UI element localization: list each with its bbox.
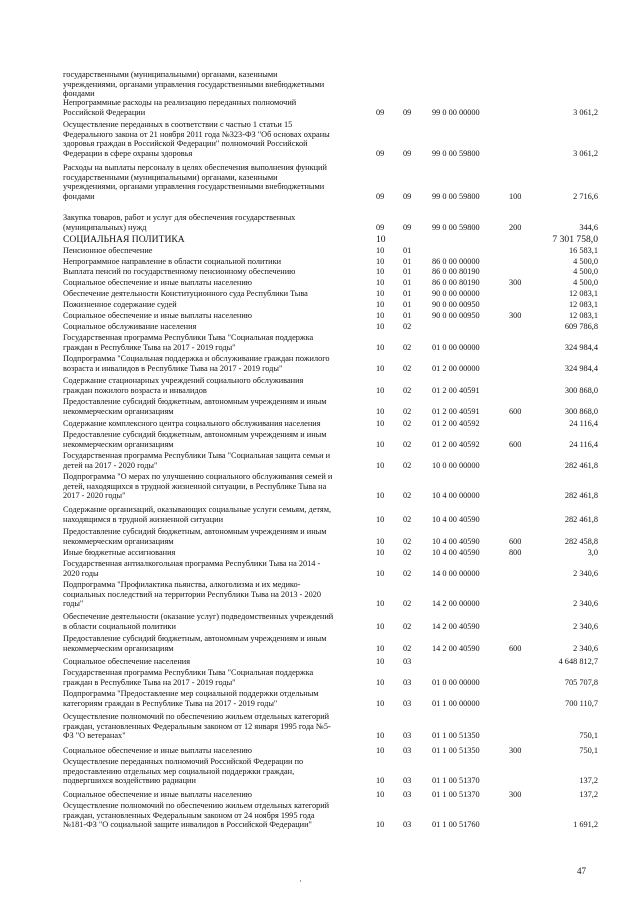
amount: 4 500,0 bbox=[573, 267, 598, 276]
subsection-code: 03 bbox=[403, 657, 412, 666]
amount: 16 583,1 bbox=[568, 246, 598, 255]
target-article-code: 10 4 00 00000 bbox=[432, 491, 480, 501]
row-name: Социальное обеспечение и иные выплаты населению bbox=[63, 746, 252, 755]
amount: 24 116,4 bbox=[569, 439, 598, 449]
row-name: Предоставление субсидий бюджетным, автономным учреждениям и иным некоммерческим организациям bbox=[63, 430, 327, 449]
section-code: 10 bbox=[376, 322, 385, 331]
target-article-code: 01 1 00 00000 bbox=[432, 698, 480, 708]
section-code: 10 bbox=[376, 278, 385, 287]
row-name: Пожизненное содержание судей bbox=[63, 300, 177, 309]
subsection-code: 02 bbox=[403, 385, 412, 395]
row-name: Предоставление субсидий бюджетным, автономным учреждениям и иным некоммерческим организациям bbox=[63, 397, 327, 416]
amount: 3,0 bbox=[587, 548, 598, 557]
section-code: 10 bbox=[376, 267, 385, 276]
section-code: 09 bbox=[376, 148, 385, 158]
subsection-code: 03 bbox=[403, 776, 412, 786]
row-name: Содержание организаций, оказывающих социальные услуги семьям, детям, находящимся в трудной жизненной ситуации bbox=[63, 505, 332, 524]
section-code: 10 bbox=[376, 257, 385, 266]
subsection-code: 02 bbox=[403, 621, 412, 631]
subsection-code: 01 bbox=[403, 300, 412, 309]
subsection-code: 03 bbox=[403, 698, 412, 708]
section-code: 10 bbox=[376, 439, 385, 449]
amount: 282 458,8 bbox=[564, 536, 598, 546]
row-name: Содержание стационарных учреждений социального обслуживания граждан пожилого возраста и инвалидов bbox=[63, 376, 304, 395]
row-name: Непрограммные расходы на реализацию переданных полномочий Российской Федерации bbox=[63, 98, 297, 117]
row-name: Подпрограмма "О мерах по улучшению социального обслуживания семей и детей, находящихся в трудной жизненной ситуации, в Республике Тыва на 2017 - 2020 годы" bbox=[63, 472, 333, 501]
subsection-code: 09 bbox=[403, 191, 412, 201]
amount: 24 116,4 bbox=[569, 419, 598, 428]
subsection-code: 09 bbox=[403, 148, 412, 158]
subsection-code: 02 bbox=[403, 342, 412, 352]
amount: 7 301 758,0 bbox=[552, 234, 598, 245]
subsection-code: 02 bbox=[403, 439, 412, 449]
target-article-code: 01 2 00 40592 bbox=[432, 439, 480, 449]
subsection-code: 02 bbox=[403, 491, 412, 501]
amount: 324 984,4 bbox=[564, 342, 598, 352]
subsection-code: 01 bbox=[403, 257, 412, 266]
section-code: 09 bbox=[376, 107, 385, 117]
scan-mark bbox=[300, 880, 301, 882]
target-article-code: 99 0 00 59800 bbox=[432, 191, 480, 201]
target-article-code: 99 0 00 00000 bbox=[432, 107, 480, 117]
section-code: 10 bbox=[376, 746, 385, 755]
section-code: 10 bbox=[376, 643, 385, 653]
section-code: 10 bbox=[376, 289, 385, 298]
target-article-code: 01 1 00 51760 bbox=[432, 820, 480, 830]
target-article-code: 01 0 00 00000 bbox=[432, 342, 480, 352]
target-article-code: 14 2 00 40590 bbox=[432, 643, 480, 653]
amount: 282 461,8 bbox=[564, 514, 598, 524]
row-name: Государственная программа Республики Тыва "Социальная поддержка граждан в Республике Тыва на 2017 - 2019 годы" bbox=[63, 333, 314, 352]
row-name: Социальное обеспечение и иные выплаты населению bbox=[63, 311, 252, 320]
row-name: Социальное обеспечение и иные выплаты населению bbox=[63, 278, 252, 287]
row-name: Подпрограмма "Предоставление мер социальной поддержки отдельным категориям граждан в Республике Тыва на 2017 - 2019 годы" bbox=[63, 689, 319, 708]
expense-type-code: 300 bbox=[509, 278, 522, 287]
expense-type-code: 200 bbox=[509, 222, 522, 232]
amount: 137,2 bbox=[579, 776, 598, 786]
section-code: 10 bbox=[376, 234, 386, 245]
section-code: 10 bbox=[376, 599, 385, 609]
amount: 324 984,4 bbox=[564, 363, 598, 373]
subsection-code: 09 bbox=[403, 107, 412, 117]
subsection-code: 02 bbox=[403, 643, 412, 653]
expense-type-code: 600 bbox=[509, 643, 522, 653]
subsection-code: 09 bbox=[403, 222, 412, 232]
row-name: Государственная программа Республики Тыва "Социальная поддержка граждан в Республике Тыва на 2017 - 2019 годы" bbox=[63, 668, 314, 687]
row-name: Социальное обслуживание населения bbox=[63, 322, 197, 331]
amount: 3 061,2 bbox=[573, 148, 598, 158]
row-name: Содержание комплексного центра социального обслуживания населения bbox=[63, 419, 321, 428]
row-name: Пенсионное обеспечение bbox=[63, 246, 153, 255]
subsection-code: 03 bbox=[403, 677, 412, 687]
section-code: 10 bbox=[376, 677, 385, 687]
subsection-code: 02 bbox=[403, 322, 412, 331]
row-name: Обеспечение деятельности Конституционного суда Республики Тыва bbox=[63, 289, 308, 298]
amount: 2 340,6 bbox=[573, 599, 598, 609]
subsection-code: 02 bbox=[403, 460, 412, 470]
section-code: 10 bbox=[376, 568, 385, 578]
row-name: Непрограммное направление в области социальной политики bbox=[63, 257, 282, 266]
target-article-code: 10 4 00 40590 bbox=[432, 514, 480, 524]
amount: 705 707,8 bbox=[564, 677, 598, 687]
subsection-code: 01 bbox=[403, 289, 412, 298]
subsection-code: 02 bbox=[403, 548, 412, 557]
amount: 2 716,6 bbox=[573, 191, 598, 201]
amount: 4 648 812,7 bbox=[558, 657, 598, 666]
row-name: Социальное обеспечение и иные выплаты населению bbox=[63, 790, 252, 799]
row-name: Социальное обеспечение населения bbox=[63, 657, 191, 666]
section-code: 10 bbox=[376, 536, 385, 546]
row-name: Государственная программа Республики Тыва "Социальная защита семьи и детей на 2017 - 2020 годы" bbox=[63, 451, 331, 470]
amount: 2 340,6 bbox=[573, 568, 598, 578]
amount: 2 340,6 bbox=[573, 643, 598, 653]
target-article-code: 01 2 00 40592 bbox=[432, 419, 480, 428]
amount: 137,2 bbox=[579, 790, 598, 799]
row-name: Подпрограмма "Профилактика пьянства, алкоголизма и их медико- социальных последствий на территории Республики Тыва на 2013 - 2020 годы" bbox=[63, 580, 322, 609]
section-code: 09 bbox=[376, 222, 385, 232]
subsection-code: 01 bbox=[403, 267, 412, 276]
expense-type-code: 600 bbox=[509, 439, 522, 449]
target-article-code: 90 0 00 00950 bbox=[432, 311, 480, 320]
section-code: 10 bbox=[376, 342, 385, 352]
amount: 12 083,1 bbox=[568, 300, 598, 309]
row-name: Предоставление субсидий бюджетным, автономным учреждениям и иным некоммерческим организациям bbox=[63, 634, 327, 653]
target-article-code: 90 0 00 00000 bbox=[432, 289, 480, 298]
subsection-code: 02 bbox=[403, 514, 412, 524]
subsection-code: 03 bbox=[403, 746, 412, 755]
row-name: Осуществление полномочий по обеспечению жильем отдельных категорий граждан, установленных Федеральным законом от 24 ноября 1995 года №181-ФЗ "О социальной защите инвалидов в Российской Федерации" bbox=[63, 801, 330, 830]
row-name: Расходы на выплаты персоналу в целях обеспечения выполнения функций государственными (муниципальными) органами, казенными учреждениями, органами управления государственными внебюджетными фондами bbox=[63, 163, 327, 201]
section-code: 10 bbox=[376, 820, 385, 830]
target-article-code: 01 2 00 40591 bbox=[432, 406, 480, 416]
expense-type-code: 800 bbox=[509, 548, 522, 557]
target-article-code: 01 1 00 51370 bbox=[432, 776, 480, 786]
section-code: 10 bbox=[376, 548, 385, 557]
target-article-code: 99 0 00 59800 bbox=[432, 148, 480, 158]
target-article-code: 86 0 00 80190 bbox=[432, 267, 480, 276]
row-name: Закупка товаров, работ и услуг для обеспечения государственных (муниципальных) нужд bbox=[63, 213, 296, 232]
amount: 1 691,2 bbox=[573, 820, 598, 830]
amount: 700 110,7 bbox=[565, 698, 598, 708]
target-article-code: 01 1 00 51370 bbox=[432, 790, 480, 799]
section-code: 10 bbox=[376, 419, 385, 428]
subsection-code: 02 bbox=[403, 406, 412, 416]
row-name: СОЦИАЛЬНАЯ ПОЛИТИКА bbox=[63, 234, 185, 245]
amount: 12 083,1 bbox=[568, 289, 598, 298]
section-code: 10 bbox=[376, 363, 385, 373]
expense-type-code: 600 bbox=[509, 536, 522, 546]
row-name: Государственная антиалкогольная программа Республики Тыва на 2014 - 2020 годы bbox=[63, 559, 321, 578]
section-code: 10 bbox=[376, 698, 385, 708]
target-article-code: 14 2 00 00000 bbox=[432, 599, 480, 609]
subsection-code: 02 bbox=[403, 536, 412, 546]
section-code: 10 bbox=[376, 406, 385, 416]
section-code: 10 bbox=[376, 460, 385, 470]
expense-type-code: 100 bbox=[509, 191, 522, 201]
expense-type-code: 300 bbox=[509, 790, 522, 799]
subsection-code: 03 bbox=[403, 731, 412, 741]
target-article-code: 01 2 00 40591 bbox=[432, 385, 480, 395]
expense-type-code: 300 bbox=[509, 746, 522, 755]
section-code: 10 bbox=[376, 246, 385, 255]
expense-type-code: 300 bbox=[509, 311, 522, 320]
row-name: Осуществление полномочий по обеспечению жильем отдельных категорий граждан, установленных Федеральным законом от 12 января 1995 года №5- ФЗ "О ветеранах" bbox=[63, 712, 331, 741]
amount: 4 500,0 bbox=[573, 278, 598, 287]
amount: 2 340,6 bbox=[573, 621, 598, 631]
target-article-code: 90 0 00 00950 bbox=[432, 300, 480, 309]
section-code: 09 bbox=[376, 191, 385, 201]
amount: 300 868,0 bbox=[564, 406, 598, 416]
subsection-code: 02 bbox=[403, 599, 412, 609]
amount: 609 786,8 bbox=[564, 322, 598, 331]
section-code: 10 bbox=[376, 385, 385, 395]
target-article-code: 14 2 00 40590 bbox=[432, 621, 480, 631]
row-name: Обеспечение деятельности (оказание услуг) подведомственных учреждений в области социальной политики bbox=[63, 612, 334, 631]
section-code: 10 bbox=[376, 776, 385, 786]
subsection-code: 02 bbox=[403, 363, 412, 373]
expense-type-code: 600 bbox=[509, 406, 522, 416]
subsection-code: 03 bbox=[403, 820, 412, 830]
section-code: 10 bbox=[376, 491, 385, 501]
section-code: 10 bbox=[376, 300, 385, 309]
subsection-code: 01 bbox=[403, 246, 412, 255]
section-code: 10 bbox=[376, 621, 385, 631]
subsection-code: 02 bbox=[403, 419, 412, 428]
target-article-code: 10 4 00 40590 bbox=[432, 548, 480, 557]
amount: 750,1 bbox=[579, 731, 598, 741]
target-article-code: 86 0 00 80190 bbox=[432, 278, 480, 287]
target-article-code: 10 0 00 00000 bbox=[432, 460, 480, 470]
amount: 282 461,8 bbox=[564, 460, 598, 470]
section-code: 10 bbox=[376, 514, 385, 524]
row-name: Осуществление переданных полномочий Российской Федерации по предоставлению отдельных мер социальной поддержки граждан, подвергшихся воздействию радиации bbox=[63, 757, 304, 786]
row-name: Иные бюджетные ассигнования bbox=[63, 548, 176, 557]
amount: 300 868,0 bbox=[564, 385, 598, 395]
target-article-code: 01 1 00 51350 bbox=[432, 746, 480, 755]
amount: 12 083,1 bbox=[568, 311, 598, 320]
target-article-code: 01 2 00 00000 bbox=[432, 363, 480, 373]
row-name: Подпрограмма "Социальная поддержка и обслуживание граждан пожилого возраста и инвалидов в Республике Тыва на 2017 - 2019 годы" bbox=[63, 354, 330, 373]
amount: 282 461,8 bbox=[564, 491, 598, 501]
target-article-code: 99 0 00 59800 bbox=[432, 222, 480, 232]
row-name: Выплата пенсий по государственному пенсионному обеспечению bbox=[63, 267, 296, 276]
target-article-code: 10 4 00 40590 bbox=[432, 536, 480, 546]
subsection-code: 01 bbox=[403, 311, 412, 320]
section-code: 10 bbox=[376, 311, 385, 320]
target-article-code: 14 0 00 00000 bbox=[432, 568, 480, 578]
target-article-code: 01 1 00 51350 bbox=[432, 731, 480, 741]
subsection-code: 01 bbox=[403, 278, 412, 287]
amount: 3 061,2 bbox=[573, 107, 598, 117]
amount: 750,1 bbox=[579, 746, 598, 755]
subsection-code: 02 bbox=[403, 568, 412, 578]
target-article-code: 86 0 00 00000 bbox=[432, 257, 480, 266]
row-name: Предоставление субсидий бюджетным, автономным учреждениям и иным некоммерческим организациям bbox=[63, 527, 327, 546]
amount: 4 500,0 bbox=[573, 257, 598, 266]
section-code: 10 bbox=[376, 657, 385, 666]
row-name: государственными (муниципальными) органами, казенными учреждениями, органами управления государственными внебюджетными фондами bbox=[63, 70, 325, 99]
section-code: 10 bbox=[376, 731, 385, 741]
target-article-code: 01 0 00 00000 bbox=[432, 677, 480, 687]
subsection-code: 03 bbox=[403, 790, 412, 799]
page-number: 47 bbox=[577, 866, 586, 876]
amount: 344,6 bbox=[579, 222, 598, 232]
section-code: 10 bbox=[376, 790, 385, 799]
row-name: Осуществление переданных в соответствии с частью 1 статьи 15 Федерального закона от 21 ноября 2011 года №323-ФЗ "Об основах охраны здоровья граждан в Российской Федерации" полномочий Российской Федерации в сфере охраны здоровья bbox=[63, 120, 330, 158]
